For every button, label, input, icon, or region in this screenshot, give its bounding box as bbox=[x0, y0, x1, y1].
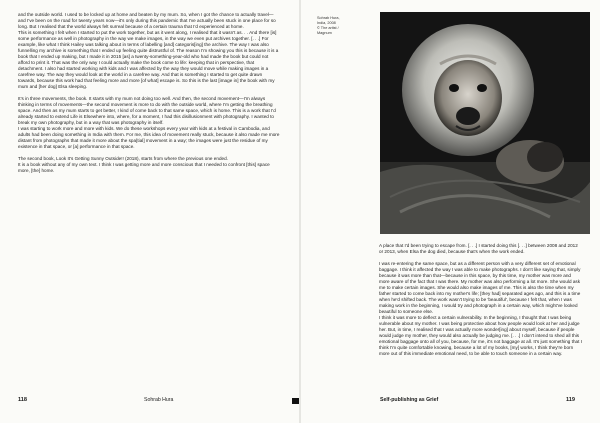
left-paragraph-6: It is a book without any of my own text. I think I was getting more and more conscious that I needed to confront [this] space more, [the] home. bbox=[18, 162, 270, 173]
caption-line: Magnum bbox=[317, 31, 332, 35]
left-paragraph-5: The second book, Look It's Getting Sunny Outside!! (2018), starts from where the previous one ended. bbox=[18, 156, 228, 161]
page-marker-square bbox=[292, 398, 299, 404]
right-paragraph-3: I think it was more to deflect a certain vulnerability. In the beginning, I thought that I was being vulnerable about my mother. I was being protective about how people would look at her and judge her. But, in time, I realised that I was actually more wonder[ing] about myself, because if people would judge my mother, they would also actually be judging me. [. . .] I don't intend to shed all this emotional baggage onto all of you, because, for me, it's not baggage at all. It's just something that I think I'm quite comfortable knowing, because a lot of my books, [my] works, I think they're born more out of this immediate emotional need, to be able to touch someone in a certain way. bbox=[379, 315, 582, 356]
caption-line: India, 2008 bbox=[317, 21, 336, 25]
right-paragraph-1: A place that I'd been trying to escape from. [. . .] I started doing this [. . .] between 2008 and 2012 or 2013, when Elsa the dog died, because that's when the work ended. bbox=[379, 243, 578, 254]
left-paragraph-2: This is something I felt when I started to put the work together, but as it went along, I realised that it wasn't as. . . And there [is] some performance as well in photography in the way we make images, in the way we even put archives together. [. . .] For example, like what I think Hailey was talking about in terms of labelling [and] categoris[ing] the archive. The way I was also funnelling my archive is something that I ended up feeling quite distrustful of. The reason I'm showing you this is because it is a book that I ended up making, but I made it in 2015 [as] a twenty-something-year-old who had made the book but could not afford to print it. That was the only way I could actually make the book come to life: keeping that in perspective, that detachment. I also had started working with kids and I was affected by the way they would move while making images in a carefree way. The way they would look at the world in a carefree way. And that is something I started to get quite drawn towards, because this work had that feeling more and more [of what] escape is. So this is the last [image in] the book with my mum and [her dog] Elsa sleeping. bbox=[18, 30, 279, 89]
left-running-head: Sohrab Hura bbox=[144, 397, 174, 403]
right-page-content bbox=[301, 0, 600, 423]
left-page-number: 118 bbox=[18, 397, 28, 403]
left-page bbox=[0, 0, 299, 423]
right-paragraph-2: I was re-entering the same space, but as a different person with a very different set of emotional baggage. I think it affected the way I was able to make photographs. I don't like saying that, simply because it was more than that—because in this space, by this time, my mother was more and more aware of the fact that I was there. My mother was also performing a lot more. She would ask me to make certain images. She would also make images of me. This is also the time when my father started to come back into my mother's life; [they had] separated ages ago, and this is a time when he'd shifted back. The work wasn't trying to be 'beautiful', because I felt that, when I was making work in the beginning, I would try and photograph in a certain way, which might've looked beautiful to someone else. bbox=[379, 261, 581, 314]
caption-line: © The artist / bbox=[317, 26, 339, 30]
left-text-column bbox=[18, 12, 280, 174]
right-page-number: 119 bbox=[566, 397, 576, 403]
left-paragraph-4: I was starting to work more and more with kids. We do these workshops every year with kids at a festival in Cambodia, and adults had been doing something in India with them. For me, this idea of movement really stuck, because it also made me more distant from photographs that made it more about the spa[tial] movement in a way; the images were just the residue of my existence in that space, or [a] performance in that space. bbox=[18, 126, 280, 149]
left-paragraph-1: and the outside world. I used to be locked up at home and beaten by my mum. So, when I got the chance to actually travel—and I've been on the road for twenty years now—it's only during this pandemic that I've actually been stuck in one place for so long. But I realised that the world always felt surreal because of a certain trauma that I'd experienced at home. bbox=[18, 12, 276, 29]
left-paragraph-3: It's in three movements, the book. It starts with my mum not doing too well. And then, the second movement—I'm always thinking in terms of movements—the second movement is more to do with the outside world, where I'm getting the breathing space. And then as my mum starts to get better, I kind of come back to that same space, which is home. This is a work that I'd already started to extend Life is Elsewhere into, where, for a moment, I had this disillusionment with photography. I wanted to break my own photography, but in a way that was photography in itself. bbox=[18, 96, 276, 125]
right-text-column bbox=[379, 243, 582, 357]
right-running-head: Self-publishing as Grief bbox=[380, 397, 439, 403]
caption-line: Sohrab Hura, bbox=[317, 16, 340, 20]
